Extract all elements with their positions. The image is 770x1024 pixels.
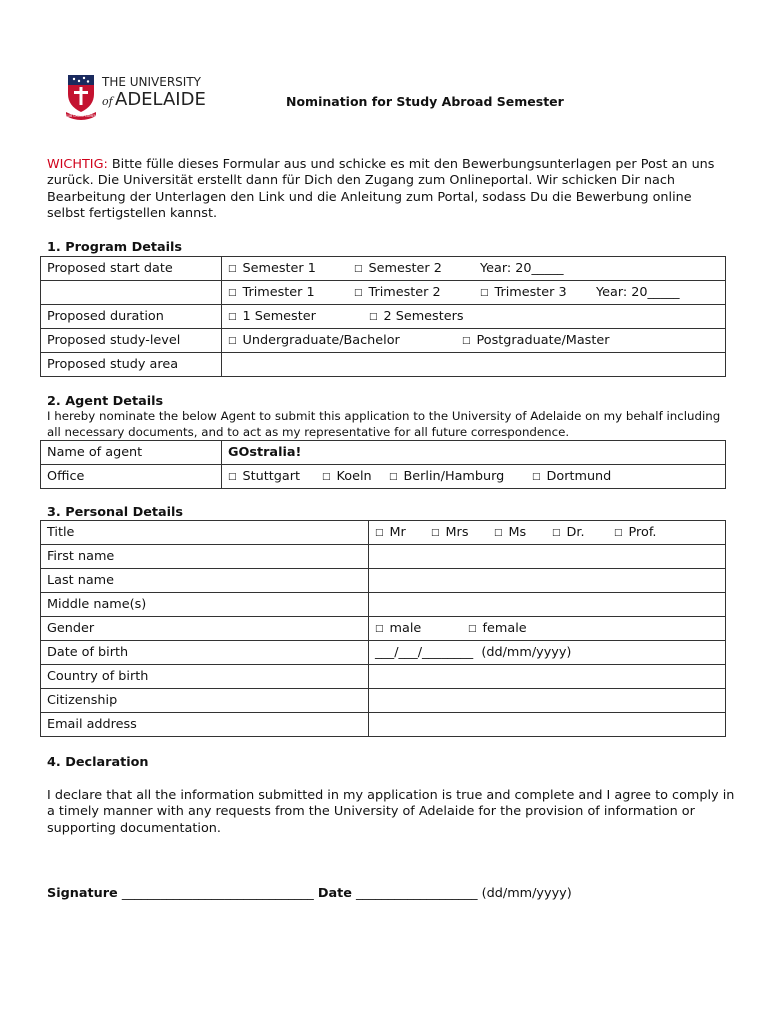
university-logo bbox=[66, 72, 221, 122]
personal-heading: 3. Personal Details bbox=[47, 505, 184, 520]
checkbox-icon[interactable]: □ bbox=[552, 528, 561, 538]
checkbox-icon[interactable]: □ bbox=[228, 472, 237, 482]
gender-label: Gender bbox=[41, 617, 369, 641]
last-name-input[interactable] bbox=[369, 569, 726, 593]
table-row bbox=[41, 617, 726, 641]
title-label: Title bbox=[41, 521, 369, 545]
option-dortmund[interactable]: □ Dortmund bbox=[532, 469, 612, 484]
checkbox-icon[interactable]: □ bbox=[322, 472, 331, 482]
middle-name-input[interactable] bbox=[369, 593, 726, 617]
personal-table bbox=[40, 520, 726, 737]
document-title: Nomination for Study Abroad Semester bbox=[286, 94, 564, 109]
middle-name-label: Middle name(s) bbox=[41, 593, 369, 617]
email-input[interactable] bbox=[369, 713, 726, 737]
signature-line bbox=[47, 886, 572, 901]
first-name-input[interactable] bbox=[369, 545, 726, 569]
intro-important-label: WICHTIG: bbox=[47, 157, 108, 172]
checkbox-icon[interactable]: □ bbox=[369, 312, 378, 322]
table-row bbox=[41, 441, 726, 465]
option-postgraduate[interactable]: □ Postgraduate/Master bbox=[462, 333, 610, 348]
checkbox-icon[interactable]: □ bbox=[614, 528, 623, 538]
option-ms[interactable]: □ Ms bbox=[494, 525, 527, 540]
option-prof[interactable]: □ Prof. bbox=[614, 525, 657, 540]
office-label: Office bbox=[41, 465, 222, 489]
study-level-options bbox=[222, 329, 726, 353]
agent-table bbox=[40, 440, 726, 489]
program-heading: 1. Program Details bbox=[47, 240, 183, 255]
table-row bbox=[41, 593, 726, 617]
dob-label: Date of birth bbox=[41, 641, 369, 665]
start-date-label: Proposed start date bbox=[41, 257, 222, 281]
option-semester2[interactable]: □ Semester 2 bbox=[354, 261, 442, 276]
logo-line1: THE UNIVERSITY bbox=[102, 75, 201, 89]
year-field-2[interactable]: Year: 20_____ bbox=[596, 285, 680, 300]
email-label: Email address bbox=[41, 713, 369, 737]
option-trimester3[interactable]: □ Trimester 3 bbox=[480, 285, 567, 300]
logo-of: of bbox=[102, 95, 113, 108]
citizenship-label: Citizenship bbox=[41, 689, 369, 713]
option-stuttgart[interactable]: □ Stuttgart bbox=[228, 469, 301, 484]
table-row bbox=[41, 329, 726, 353]
date-field[interactable]: ___________________ bbox=[355, 886, 478, 901]
checkbox-icon[interactable]: □ bbox=[389, 472, 398, 482]
study-level-label: Proposed study-level bbox=[41, 329, 222, 353]
start-date-options bbox=[222, 257, 726, 281]
checkbox-icon[interactable]: □ bbox=[354, 264, 363, 274]
option-koeln[interactable]: □ Koeln bbox=[322, 469, 372, 484]
first-name-label: First name bbox=[41, 545, 369, 569]
program-table bbox=[40, 256, 726, 377]
dob-input[interactable]: ___/___/________ (dd/mm/yyyy) bbox=[369, 641, 726, 665]
table-row bbox=[41, 353, 726, 377]
table-row bbox=[41, 665, 726, 689]
checkbox-icon[interactable]: □ bbox=[462, 336, 471, 346]
study-area-label: Proposed study area bbox=[41, 353, 222, 377]
table-row bbox=[41, 689, 726, 713]
checkbox-icon[interactable]: □ bbox=[532, 472, 541, 482]
crest-ribbon-text: SUB CRUCE LUMEN bbox=[66, 114, 97, 118]
intro-paragraph bbox=[47, 157, 727, 222]
last-name-label: Last name bbox=[41, 569, 369, 593]
trimester-options bbox=[222, 281, 726, 305]
intro-text: Bitte fülle dieses Formular aus und schicke es mit den Bewerbungsunterlagen per Post an uns zurück. Die Universität erstellt dann für Dich den Zugang zum Onlineportal. Wir schicken Dir nach Bearbeitung der Unterlagen den Link und die Anleitung zum Portal, sodass Du die Bewerbung online selbst fertigstellen kannst. bbox=[47, 157, 715, 221]
option-dr[interactable]: □ Dr. bbox=[552, 525, 585, 540]
table-row bbox=[41, 713, 726, 737]
checkbox-icon[interactable]: □ bbox=[468, 624, 477, 634]
checkbox-icon[interactable]: □ bbox=[228, 264, 237, 274]
signature-field[interactable]: ______________________________ bbox=[121, 886, 314, 901]
declaration-text: I declare that all the information submitted in my application is true and complete and I agree to comply in a timely manner with any requests from the University of Adelaide for the provision of information or supporting documentation. bbox=[47, 788, 735, 836]
title-options bbox=[369, 521, 726, 545]
option-2-semesters[interactable]: □ 2 Semesters bbox=[369, 309, 464, 324]
option-semester1[interactable]: □ Semester 1 bbox=[228, 261, 316, 276]
date-label: Date bbox=[317, 886, 352, 901]
declaration-heading: 4. Declaration bbox=[47, 755, 149, 770]
checkbox-icon[interactable]: □ bbox=[375, 528, 384, 538]
gender-options bbox=[369, 617, 726, 641]
study-area-input[interactable] bbox=[222, 353, 726, 377]
option-male[interactable]: □ male bbox=[375, 621, 422, 636]
table-row bbox=[41, 569, 726, 593]
checkbox-icon[interactable]: □ bbox=[494, 528, 503, 538]
checkbox-icon[interactable]: □ bbox=[228, 288, 237, 298]
university-crest-icon bbox=[66, 72, 221, 122]
option-1-semester[interactable]: □ 1 Semester bbox=[228, 309, 316, 324]
option-trimester2[interactable]: □ Trimester 2 bbox=[354, 285, 441, 300]
table-row bbox=[41, 521, 726, 545]
office-options bbox=[222, 465, 726, 489]
option-mrs[interactable]: □ Mrs bbox=[431, 525, 469, 540]
checkbox-icon[interactable]: □ bbox=[228, 312, 237, 322]
checkbox-icon[interactable]: □ bbox=[480, 288, 489, 298]
table-row bbox=[41, 465, 726, 489]
country-of-birth-label: Country of birth bbox=[41, 665, 369, 689]
table-row bbox=[41, 281, 726, 305]
citizenship-input[interactable] bbox=[369, 689, 726, 713]
table-row bbox=[41, 545, 726, 569]
option-undergraduate[interactable]: □ Undergraduate/Bachelor bbox=[228, 333, 400, 348]
table-row bbox=[41, 641, 726, 665]
checkbox-icon[interactable]: □ bbox=[354, 288, 363, 298]
agent-note: I hereby nominate the below Agent to submit this application to the University of Adelaide on my behalf including all necessary documents, and to act as my representative for all future correspondence. bbox=[47, 409, 721, 439]
checkbox-icon[interactable]: □ bbox=[375, 624, 384, 634]
country-of-birth-input[interactable] bbox=[369, 665, 726, 689]
option-berlin-hamburg[interactable]: □ Berlin/Hamburg bbox=[389, 469, 505, 484]
logo-line2: ADELAIDE bbox=[115, 89, 206, 110]
duration-options bbox=[222, 305, 726, 329]
option-female[interactable]: □ female bbox=[468, 621, 527, 636]
date-format: (dd/mm/yyyy) bbox=[481, 886, 572, 901]
option-mr[interactable]: □ Mr bbox=[375, 525, 406, 540]
signature-label: Signature bbox=[47, 886, 118, 901]
checkbox-icon[interactable]: □ bbox=[431, 528, 440, 538]
agent-heading: 2. Agent Details bbox=[47, 394, 164, 409]
agent-name-label: Name of agent bbox=[41, 441, 222, 465]
table-row bbox=[41, 257, 726, 281]
duration-label: Proposed duration bbox=[41, 305, 222, 329]
agent-name-value: GOstralia! bbox=[222, 441, 726, 465]
checkbox-icon[interactable]: □ bbox=[228, 336, 237, 346]
table-row bbox=[41, 305, 726, 329]
year-field-1[interactable]: Year: 20_____ bbox=[480, 261, 564, 276]
option-trimester1[interactable]: □ Trimester 1 bbox=[228, 285, 315, 300]
